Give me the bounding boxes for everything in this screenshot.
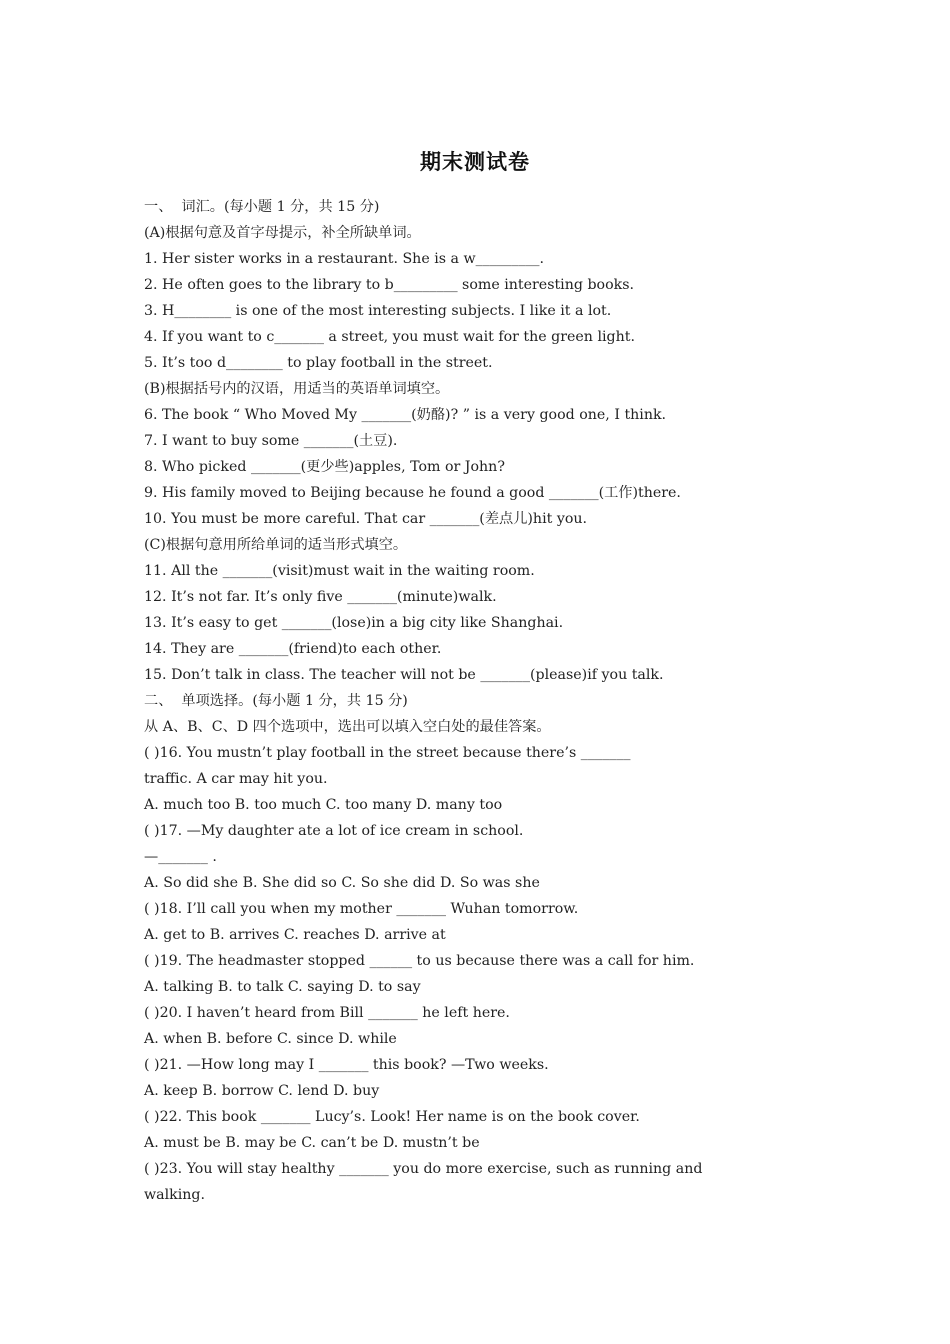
document-title: 期末测试卷 — [420, 150, 530, 174]
text-line: 12. It’s not far. It’s only five _______(minute)walk. — [144, 589, 497, 605]
text-line: walking. — [144, 1187, 206, 1203]
text-line: 一、 词汇。(每小题 1 分，共 15 分) — [144, 199, 380, 215]
text-line: ( )22. This book _______ Lucy’s. Look! Her name is on the book cover. — [144, 1109, 640, 1125]
text-line: (A)根据句意及首字母提示，补全所缺单词。 — [144, 225, 421, 241]
text-line: A. talking B. to talk C. saying D. to say — [144, 979, 421, 995]
text-line: ( )19. The headmaster stopped ______ to us because there was a call for him. — [144, 953, 695, 969]
document-body — [144, 194, 824, 1208]
text-line: traffic. A car may hit you. — [144, 771, 328, 787]
text-line: A. when B. before C. since D. while — [144, 1031, 397, 1047]
text-line: A. must be B. may be C. can’t be D. mustn’t be — [144, 1135, 480, 1151]
text-line: A. get to B. arrives C. reaches D. arrive at — [144, 927, 446, 943]
text-line: 1. Her sister works in a restaurant. She is a w_________. — [144, 251, 545, 267]
text-line: (B)根据括号内的汉语，用适当的英语单词填空。 — [144, 381, 450, 397]
text-line: 13. It’s easy to get _______(lose)in a big city like Shanghai. — [144, 615, 564, 631]
text-line: 二、 单项选择。(每小题 1 分，共 15 分) — [144, 693, 408, 709]
text-line: 2. He often goes to the library to b_________ some interesting books. — [144, 277, 634, 293]
text-line: 14. They are _______(friend)to each other. — [144, 641, 442, 657]
text-line: —_______ . — [144, 849, 217, 865]
text-line: 9. His family moved to Beijing because he found a good _______(工作)there. — [144, 485, 681, 501]
text-line: ( )16. You mustn’t play football in the street because there’s _______ — [144, 745, 631, 761]
text-line: 从 A、B、C、D 四个选项中，选出可以填入空白处的最佳答案。 — [144, 719, 551, 735]
text-line: 15. Don’t talk in class. The teacher will not be _______(please)if you talk. — [144, 667, 664, 683]
text-line: ( )18. I’ll call you when my mother _______ Wuhan tomorrow. — [144, 901, 579, 917]
text-line: A. much too B. too much C. too many D. many too — [144, 797, 503, 813]
text-line: 4. If you want to c_______ a street, you must wait for the green light. — [144, 329, 635, 345]
text-line: ( )20. I haven’t heard from Bill _______ he left here. — [144, 1005, 510, 1021]
text-line: ( )21. —How long may I _______ this book? —Two weeks. — [144, 1057, 549, 1073]
text-line: 3. H________ is one of the most interesting subjects. I like it a lot. — [144, 303, 612, 319]
text-line: ( )17. —My daughter ate a lot of ice cream in school. — [144, 823, 524, 839]
text-line: 6. The book “ Who Moved My _______(奶酪)? ” is a very good one, I think. — [144, 407, 667, 423]
text-line: 8. Who picked _______(更少些)apples, Tom or John? — [144, 459, 505, 475]
text-line: 5. It’s too d________ to play football in the street. — [144, 355, 493, 371]
text-line: 10. You must be more careful. That car _______(差点儿)hit you. — [144, 511, 588, 527]
text-line: ( )23. You will stay healthy _______ you do more exercise, such as running and — [144, 1161, 703, 1177]
text-line: 11. All the _______(visit)must wait in the waiting room. — [144, 563, 535, 579]
text-line: (C)根据句意用所给单词的适当形式填空。 — [144, 537, 408, 553]
text-line: A. keep B. borrow C. lend D. buy — [144, 1083, 380, 1099]
text-line: 7. I want to buy some _______(土豆). — [144, 433, 398, 449]
text-line: A. So did she B. She did so C. So she did D. So was she — [144, 875, 540, 891]
